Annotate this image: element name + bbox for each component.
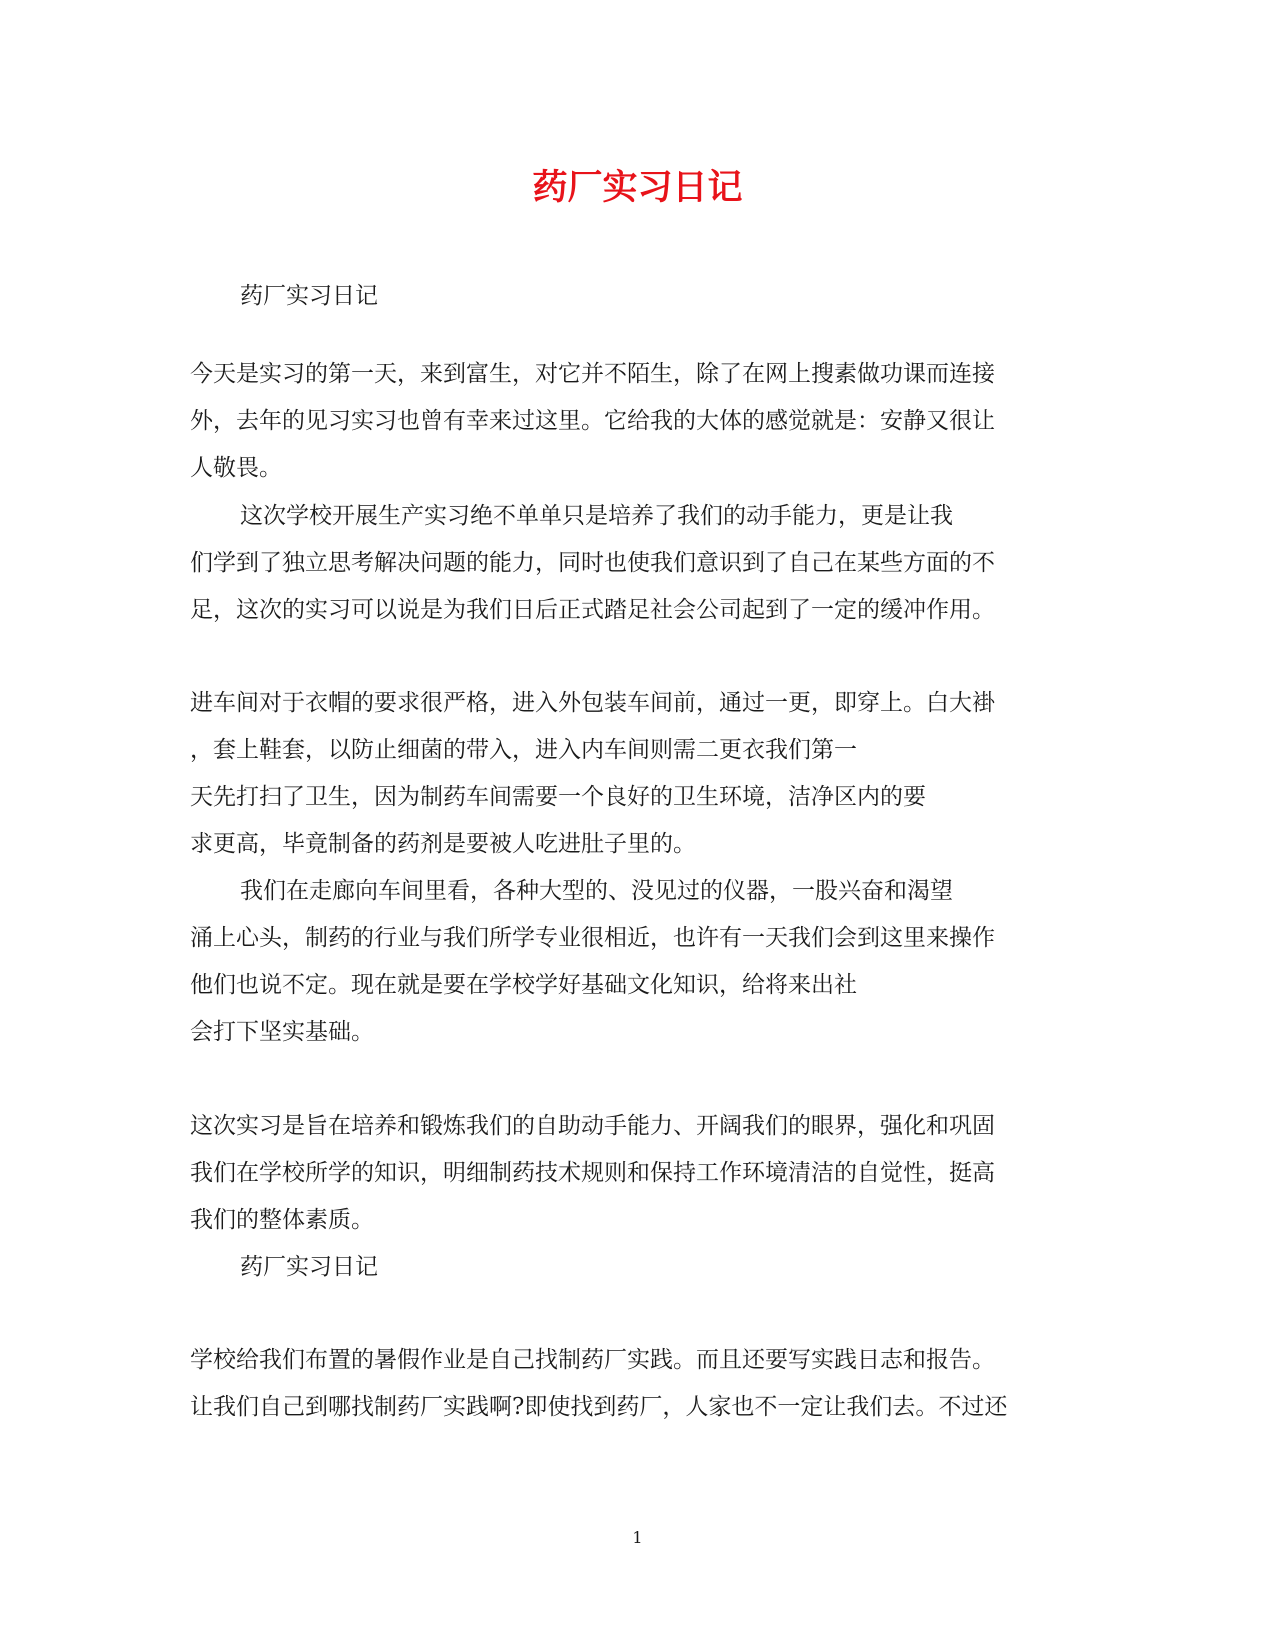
text-line: 足，这次的实习可以说是为我们日后正式踏足社会公司起到了一定的缓冲作用。	[190, 597, 995, 623]
text-line: 他们也说不定。现在就是要在学校学好基础文化知识，给将来出社	[190, 972, 857, 998]
text-line: 们学到了独立思考解决问题的能力，同时也使我们意识到了自己在某些方面的不	[190, 550, 995, 576]
text-line: 进车间对于衣帽的要求很严格，进入外包装车间前，通过一更，即穿上。白大褂	[190, 690, 995, 716]
text-line: 我们的整体素质。	[190, 1207, 374, 1233]
text-line: 外，去年的见习实习也曾有幸来过这里。它给我的大体的感觉就是：安静又很让	[190, 408, 995, 434]
text-line: 这次学校开展生产实习绝不单单只是培养了我们的动手能力，更是让我	[240, 503, 953, 529]
page-number: 1	[632, 1528, 643, 1547]
text-line: ，套上鞋套，以防止细菌的带入，进入内车间则需二更衣我们第一	[190, 737, 857, 763]
text-line: 会打下坚实基础。	[190, 1019, 374, 1045]
text-line: 让我们自己到哪找制药厂实践啊?即使找到药厂，人家也不一定让我们去。不过还	[190, 1394, 1008, 1420]
text-line: 人敬畏。	[190, 455, 282, 481]
subtitle-line: 药厂实习日记	[240, 283, 378, 309]
text-line: 我们在学校所学的知识，明细制药技术规则和保持工作环境清洁的自觉性，挺高	[190, 1160, 995, 1186]
text-line: 这次实习是旨在培养和锻炼我们的自助动手能力、开阔我们的眼界，强化和巩固	[190, 1113, 995, 1139]
text-line: 求更高，毕竟制备的药剂是要被人吃进肚子里的。	[190, 831, 696, 857]
text-line: 学校给我们布置的暑假作业是自己找制药厂实践。而且还要写实践日志和报告。	[190, 1347, 995, 1373]
subtitle-line: 药厂实习日记	[240, 1254, 378, 1280]
text-line: 今天是实习的第一天，来到富生，对它并不陌生，除了在网上搜素做功课而连接	[190, 361, 995, 387]
text-line: 天先打扫了卫生，因为制药车间需要一个良好的卫生环境，洁净区内的要	[190, 784, 926, 810]
text-line: 涌上心头，制药的行业与我们所学专业很相近，也许有一天我们会到这里来操作	[190, 925, 995, 951]
text-line: 我们在走廊向车间里看，各种大型的、没见过的仪器，一股兴奋和渴望	[240, 878, 953, 904]
document-title: 药厂实习日记	[532, 167, 743, 208]
